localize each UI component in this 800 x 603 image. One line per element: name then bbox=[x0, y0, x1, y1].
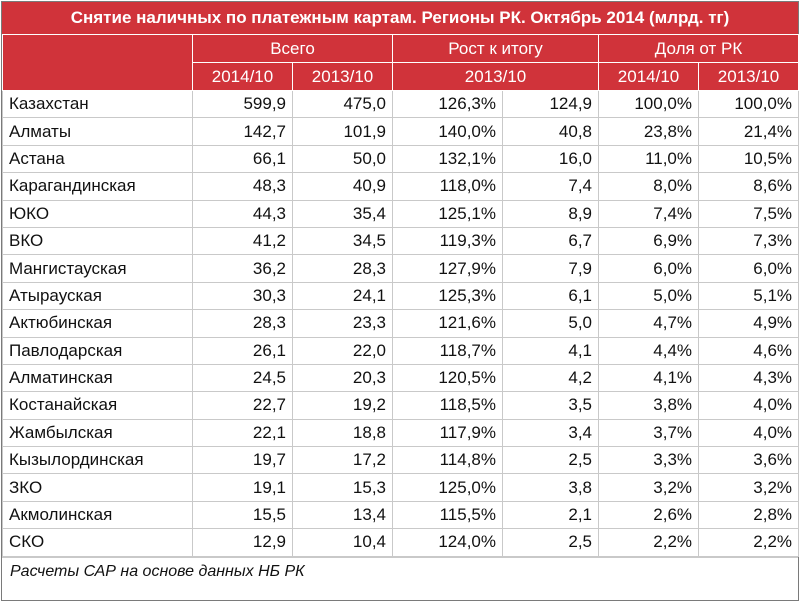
cell-total-2014: 142,7 bbox=[193, 118, 293, 145]
cell-share-2014: 5,0% bbox=[599, 282, 699, 309]
cell-growth-abs: 40,8 bbox=[503, 118, 599, 145]
cell-share-2013: 21,4% bbox=[699, 118, 799, 145]
cell-growth-abs: 3,5 bbox=[503, 392, 599, 419]
table-row bbox=[3, 118, 799, 145]
cell-growth-abs: 3,8 bbox=[503, 474, 599, 501]
cell-share-2013: 2,8% bbox=[699, 501, 799, 528]
cell-total-2013: 50,0 bbox=[293, 145, 393, 172]
header-growth-2013: 2013/10 bbox=[393, 63, 599, 91]
cell-total-2014: 48,3 bbox=[193, 173, 293, 200]
cell-total-2013: 28,3 bbox=[293, 255, 393, 282]
cell-total-2014: 36,2 bbox=[193, 255, 293, 282]
header-share-2013: 2013/10 bbox=[699, 63, 799, 91]
cell-growth-pct: 118,0% bbox=[393, 173, 503, 200]
cell-total-2014: 28,3 bbox=[193, 310, 293, 337]
cell-total-2013: 23,3 bbox=[293, 310, 393, 337]
cell-share-2014: 100,0% bbox=[599, 91, 699, 118]
cell-growth-pct: 117,9% bbox=[393, 419, 503, 446]
cell-growth-pct: 140,0% bbox=[393, 118, 503, 145]
cell-share-2013: 4,0% bbox=[699, 419, 799, 446]
table-body bbox=[3, 91, 799, 557]
table-header bbox=[3, 35, 799, 91]
cell-total-2013: 34,5 bbox=[293, 227, 393, 254]
cell-share-2013: 100,0% bbox=[699, 91, 799, 118]
header-share: Доля от РК bbox=[599, 35, 799, 63]
cell-share-2014: 3,8% bbox=[599, 392, 699, 419]
cell-share-2014: 4,7% bbox=[599, 310, 699, 337]
cell-region: Алматы bbox=[3, 118, 193, 145]
table-row bbox=[3, 255, 799, 282]
header-growth: Рост к итогу bbox=[393, 35, 599, 63]
cell-total-2014: 41,2 bbox=[193, 227, 293, 254]
cell-total-2013: 10,4 bbox=[293, 529, 393, 556]
cell-total-2013: 17,2 bbox=[293, 447, 393, 474]
table-title: Снятие наличных по платежным картам. Регионы РК. Октябрь 2014 (млрд. тг) bbox=[2, 2, 798, 34]
cell-growth-pct: 119,3% bbox=[393, 227, 503, 254]
table-row bbox=[3, 200, 799, 227]
table-row bbox=[3, 145, 799, 172]
cell-total-2014: 15,5 bbox=[193, 501, 293, 528]
cell-share-2013: 4,9% bbox=[699, 310, 799, 337]
cell-share-2014: 23,8% bbox=[599, 118, 699, 145]
cell-total-2013: 18,8 bbox=[293, 419, 393, 446]
cell-region: Алматинская bbox=[3, 364, 193, 391]
cell-share-2014: 8,0% bbox=[599, 173, 699, 200]
header-blank bbox=[3, 35, 193, 91]
cell-growth-pct: 132,1% bbox=[393, 145, 503, 172]
cell-share-2014: 4,1% bbox=[599, 364, 699, 391]
cell-growth-abs: 5,0 bbox=[503, 310, 599, 337]
cell-region: Кызылординская bbox=[3, 447, 193, 474]
cell-total-2014: 44,3 bbox=[193, 200, 293, 227]
cell-region: ЮКО bbox=[3, 200, 193, 227]
cell-total-2013: 24,1 bbox=[293, 282, 393, 309]
cell-share-2013: 10,5% bbox=[699, 145, 799, 172]
cell-growth-abs: 6,7 bbox=[503, 227, 599, 254]
cell-growth-pct: 125,0% bbox=[393, 474, 503, 501]
table-row bbox=[3, 447, 799, 474]
cell-share-2013: 4,6% bbox=[699, 337, 799, 364]
cell-growth-abs: 7,4 bbox=[503, 173, 599, 200]
cell-region: Костанайская bbox=[3, 392, 193, 419]
cell-total-2014: 22,1 bbox=[193, 419, 293, 446]
table-row bbox=[3, 173, 799, 200]
cell-growth-pct: 124,0% bbox=[393, 529, 503, 556]
cell-share-2013: 3,6% bbox=[699, 447, 799, 474]
table-row bbox=[3, 501, 799, 528]
cell-growth-abs: 2,1 bbox=[503, 501, 599, 528]
cell-share-2013: 2,2% bbox=[699, 529, 799, 556]
cell-total-2013: 13,4 bbox=[293, 501, 393, 528]
cell-growth-pct: 118,7% bbox=[393, 337, 503, 364]
cell-region: Карагандинская bbox=[3, 173, 193, 200]
cell-total-2014: 19,7 bbox=[193, 447, 293, 474]
header-share-2014: 2014/10 bbox=[599, 63, 699, 91]
cell-growth-abs: 6,1 bbox=[503, 282, 599, 309]
source-note: Расчеты САР на основе данных НБ РК bbox=[2, 557, 798, 586]
cell-share-2013: 4,0% bbox=[699, 392, 799, 419]
cell-total-2013: 35,4 bbox=[293, 200, 393, 227]
cell-total-2014: 66,1 bbox=[193, 145, 293, 172]
cell-share-2013: 5,1% bbox=[699, 282, 799, 309]
cell-region: Акмолинская bbox=[3, 501, 193, 528]
header-total: Всего bbox=[193, 35, 393, 63]
cell-share-2014: 2,2% bbox=[599, 529, 699, 556]
cell-share-2014: 7,4% bbox=[599, 200, 699, 227]
cell-growth-pct: 127,9% bbox=[393, 255, 503, 282]
table-row bbox=[3, 282, 799, 309]
cell-growth-pct: 121,6% bbox=[393, 310, 503, 337]
cell-growth-abs: 4,1 bbox=[503, 337, 599, 364]
table-row bbox=[3, 227, 799, 254]
cell-growth-pct: 114,8% bbox=[393, 447, 503, 474]
cell-region: Жамбылская bbox=[3, 419, 193, 446]
cell-growth-abs: 2,5 bbox=[503, 447, 599, 474]
cell-region: Казахстан bbox=[3, 91, 193, 118]
cell-share-2013: 8,6% bbox=[699, 173, 799, 200]
cell-total-2014: 19,1 bbox=[193, 474, 293, 501]
table-row bbox=[3, 337, 799, 364]
cell-region: Астана bbox=[3, 145, 193, 172]
cell-total-2013: 22,0 bbox=[293, 337, 393, 364]
cell-total-2013: 19,2 bbox=[293, 392, 393, 419]
table-row bbox=[3, 364, 799, 391]
cell-region: ЗКО bbox=[3, 474, 193, 501]
cell-region: ВКО bbox=[3, 227, 193, 254]
cell-share-2013: 6,0% bbox=[699, 255, 799, 282]
data-table bbox=[2, 34, 799, 557]
cell-total-2014: 12,9 bbox=[193, 529, 293, 556]
cell-total-2013: 20,3 bbox=[293, 364, 393, 391]
cell-growth-abs: 3,4 bbox=[503, 419, 599, 446]
cell-growth-abs: 2,5 bbox=[503, 529, 599, 556]
cell-region: Актюбинская bbox=[3, 310, 193, 337]
cell-growth-abs: 7,9 bbox=[503, 255, 599, 282]
cell-growth-abs: 4,2 bbox=[503, 364, 599, 391]
cell-growth-pct: 125,1% bbox=[393, 200, 503, 227]
cell-region: Атырауская bbox=[3, 282, 193, 309]
cell-region: СКО bbox=[3, 529, 193, 556]
cell-share-2013: 3,2% bbox=[699, 474, 799, 501]
table-row bbox=[3, 529, 799, 556]
header-total-2014: 2014/10 bbox=[193, 63, 293, 91]
cell-total-2013: 101,9 bbox=[293, 118, 393, 145]
cell-total-2014: 24,5 bbox=[193, 364, 293, 391]
cell-share-2014: 4,4% bbox=[599, 337, 699, 364]
cell-share-2014: 6,9% bbox=[599, 227, 699, 254]
cell-share-2014: 3,2% bbox=[599, 474, 699, 501]
cell-region: Павлодарская bbox=[3, 337, 193, 364]
cell-total-2014: 599,9 bbox=[193, 91, 293, 118]
cell-share-2014: 3,7% bbox=[599, 419, 699, 446]
cell-share-2013: 7,5% bbox=[699, 200, 799, 227]
cell-share-2013: 4,3% bbox=[699, 364, 799, 391]
cell-growth-pct: 120,5% bbox=[393, 364, 503, 391]
cell-growth-abs: 124,9 bbox=[503, 91, 599, 118]
cell-growth-abs: 16,0 bbox=[503, 145, 599, 172]
table-row bbox=[3, 310, 799, 337]
cell-growth-pct: 115,5% bbox=[393, 501, 503, 528]
cell-total-2014: 30,3 bbox=[193, 282, 293, 309]
cell-growth-pct: 125,3% bbox=[393, 282, 503, 309]
cell-total-2014: 26,1 bbox=[193, 337, 293, 364]
cell-share-2014: 3,3% bbox=[599, 447, 699, 474]
cell-growth-pct: 118,5% bbox=[393, 392, 503, 419]
cell-total-2013: 475,0 bbox=[293, 91, 393, 118]
cell-total-2014: 22,7 bbox=[193, 392, 293, 419]
cell-region: Мангистауская bbox=[3, 255, 193, 282]
table-row bbox=[3, 392, 799, 419]
table-row bbox=[3, 91, 799, 118]
cell-share-2013: 7,3% bbox=[699, 227, 799, 254]
cell-share-2014: 11,0% bbox=[599, 145, 699, 172]
cell-growth-pct: 126,3% bbox=[393, 91, 503, 118]
cell-growth-abs: 8,9 bbox=[503, 200, 599, 227]
header-total-2013: 2013/10 bbox=[293, 63, 393, 91]
cell-total-2013: 15,3 bbox=[293, 474, 393, 501]
table-row bbox=[3, 474, 799, 501]
cell-total-2013: 40,9 bbox=[293, 173, 393, 200]
table-row bbox=[3, 419, 799, 446]
cell-share-2014: 2,6% bbox=[599, 501, 699, 528]
table-container bbox=[1, 1, 799, 601]
cell-share-2014: 6,0% bbox=[599, 255, 699, 282]
